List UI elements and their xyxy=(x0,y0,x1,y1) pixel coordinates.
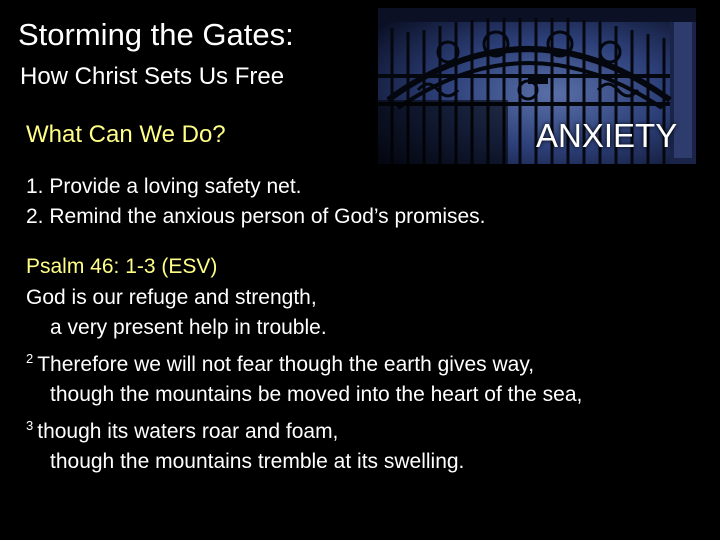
section-question: What Can We Do? xyxy=(26,121,226,148)
verse-text: though the mountains tremble at its swelling. xyxy=(50,450,465,473)
slide-subtitle: How Christ Sets Us Free xyxy=(20,63,285,90)
verse-number: 2 xyxy=(26,350,34,366)
list-item: 2. Remind the anxious person of God’s promises. xyxy=(26,205,486,228)
banner-title: ANXIETY xyxy=(536,117,678,154)
verse-line xyxy=(26,283,582,314)
verse-line xyxy=(26,380,582,411)
verse-text: God is our refuge and strength, xyxy=(26,285,317,309)
verse-line xyxy=(26,447,582,478)
verse-line xyxy=(26,411,582,448)
gate-banner xyxy=(378,8,696,164)
verse-number: 3 xyxy=(26,417,34,433)
scripture-passage xyxy=(26,252,582,478)
verse-text: a very present help in trouble. xyxy=(50,316,327,339)
verse-line xyxy=(26,344,582,381)
verse-text: though the mountains be moved into the heart of the sea, xyxy=(50,383,583,406)
verse-text: though its waters roar and foam, xyxy=(37,419,339,443)
verse-text: Therefore we will not fear though the earth gives way, xyxy=(37,352,535,376)
slide-title: Storming the Gates: xyxy=(18,17,294,52)
scripture-reference: Psalm 46: 1-3 (ESV) xyxy=(26,255,218,278)
verse-line xyxy=(26,313,582,344)
action-points xyxy=(26,172,486,232)
list-item: 1. Provide a loving safety net. xyxy=(26,175,302,198)
